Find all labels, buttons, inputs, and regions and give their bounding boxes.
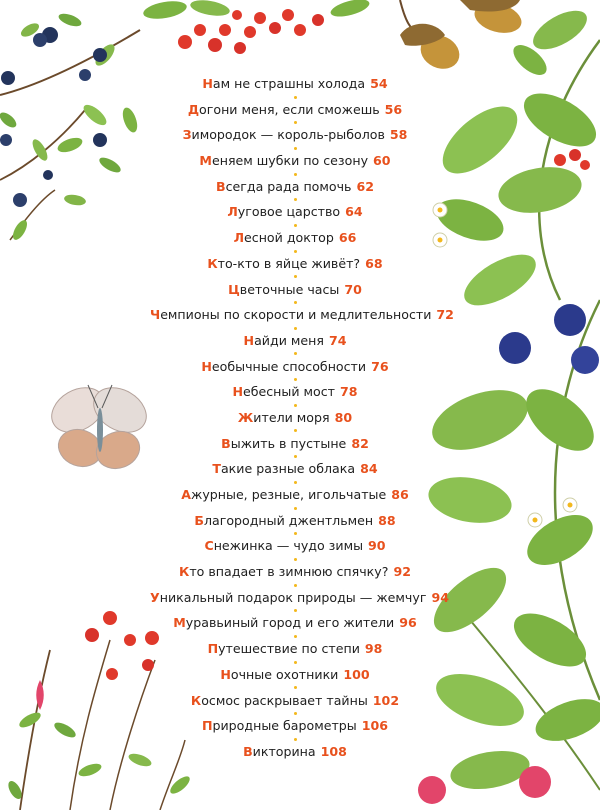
toc-entry[interactable] xyxy=(150,691,440,717)
toc-entry-page-number: 100 xyxy=(343,666,370,682)
toc-entry[interactable] xyxy=(150,562,440,588)
toc-entry[interactable] xyxy=(150,357,440,383)
toc-separator-dot xyxy=(294,507,297,510)
toc-entry-page-number: 86 xyxy=(391,487,409,502)
toc-entry-initial: Т xyxy=(212,461,221,477)
toc-entry-page-number: 96 xyxy=(399,615,417,631)
toc-entry[interactable] xyxy=(150,280,440,306)
toc-entry-title: ебесный мост xyxy=(242,384,336,400)
toc-entry-title: ыжить в пустыне xyxy=(230,435,347,451)
toc-entry-page-number: 106 xyxy=(361,718,389,734)
toc-entry-page-number: 56 xyxy=(384,101,403,117)
toc-entry[interactable] xyxy=(150,100,440,126)
table-of-contents xyxy=(150,74,454,768)
toc-entry[interactable] xyxy=(150,536,440,562)
toc-separator-dot xyxy=(294,584,297,587)
toc-entry-initial: С xyxy=(204,538,214,554)
toc-entry-page-number: 82 xyxy=(351,435,369,451)
toc-entry[interactable] xyxy=(150,125,440,151)
toc-entry-title: есной доктор xyxy=(244,230,334,246)
toc-separator-dot xyxy=(294,301,297,304)
toc-entry-title: уговое царство xyxy=(237,204,341,220)
butterfly-illustration xyxy=(44,379,154,475)
toc-entry-initial: Ц xyxy=(228,281,240,297)
toc-entry-initial: Н xyxy=(243,332,255,348)
toc-entry-initial: П xyxy=(201,718,213,734)
toc-separator-dot xyxy=(294,635,297,638)
toc-entry[interactable] xyxy=(150,742,440,768)
toc-entry-title: то-кто в яйце живёт? xyxy=(217,255,361,271)
toc-entry[interactable] xyxy=(150,613,440,639)
toc-separator-dot xyxy=(294,429,297,432)
toc-separator-dot xyxy=(294,558,297,561)
toc-entry-title: икторина xyxy=(252,743,316,759)
toc-entry-title: айди меня xyxy=(254,332,324,348)
toc-entry[interactable] xyxy=(150,382,440,408)
toc-entry-page-number: 78 xyxy=(340,384,358,400)
toc-separator-dot xyxy=(294,198,297,201)
toc-entry-page-number: 92 xyxy=(393,564,411,580)
toc-entry-initial: У xyxy=(150,589,160,605)
toc-entry[interactable] xyxy=(150,305,454,331)
toc-separator-dot xyxy=(294,352,297,355)
toc-entry[interactable] xyxy=(150,434,440,460)
toc-entry[interactable] xyxy=(150,202,440,228)
toc-separator-dot xyxy=(294,738,297,741)
toc-entry-page-number: 102 xyxy=(372,692,400,708)
toc-entry-initial: Ч xyxy=(150,307,161,323)
toc-entry-title: имородок — король-рыболов xyxy=(191,127,385,143)
toc-entry-title: журные, резные, игольчатые xyxy=(190,487,387,502)
toc-separator-dot xyxy=(294,173,297,176)
toc-entry-title: емпионы по скорости и медлительности xyxy=(160,307,432,323)
toc-entry[interactable] xyxy=(150,408,440,434)
toc-entry-title: никальный подарок природы — жемчуг xyxy=(159,589,427,605)
toc-entry-initial: К xyxy=(190,692,202,708)
toc-entry-initial: М xyxy=(173,615,186,631)
toc-separator-dot xyxy=(294,609,297,612)
toc-entry-initial: А xyxy=(181,487,191,502)
toc-separator-dot xyxy=(294,378,297,381)
toc-entry-title: ам не страшны холода xyxy=(212,76,366,91)
toc-separator-dot xyxy=(294,481,297,484)
toc-entry-page-number: 62 xyxy=(356,178,374,194)
toc-entry-title: риродные барометры xyxy=(212,718,357,734)
toc-separator-dot xyxy=(294,250,297,253)
toc-entry-title: ители моря xyxy=(253,409,330,425)
toc-entry-initial: Л xyxy=(233,230,245,246)
toc-entry-initial: Н xyxy=(202,76,213,91)
toc-entry-title: уравьиный город и его жители xyxy=(185,615,395,631)
acorn-illustration xyxy=(400,0,593,81)
toc-separator-dot xyxy=(294,147,297,150)
toc-entry[interactable] xyxy=(150,151,440,177)
toc-entry-title: утешествие по степи xyxy=(218,641,360,657)
right-berry-plants-illustration xyxy=(418,40,600,804)
toc-entry-initial: К xyxy=(207,255,218,271)
toc-separator-dot xyxy=(294,532,297,535)
toc-entry[interactable] xyxy=(150,588,449,614)
toc-entry-initial: Н xyxy=(232,384,243,400)
toc-entry[interactable] xyxy=(150,331,440,357)
toc-entry-page-number: 70 xyxy=(344,281,362,297)
toc-entry-page-number: 88 xyxy=(378,512,396,528)
toc-entry-page-number: 60 xyxy=(373,153,391,169)
toc-entry-page-number: 54 xyxy=(370,76,388,91)
toc-separator-dot xyxy=(294,96,297,99)
toc-entry-title: веточные часы xyxy=(239,281,340,297)
toc-entry-page-number: 80 xyxy=(334,409,353,425)
toc-entry-initial: Ж xyxy=(237,409,254,425)
toc-entry[interactable] xyxy=(150,639,440,665)
toc-entry-title: нежинка — чудо зимы xyxy=(213,538,364,554)
toc-entry[interactable] xyxy=(150,459,440,485)
toc-entry-title: то впадает в зимнюю спячку? xyxy=(189,564,389,580)
toc-entry[interactable] xyxy=(150,716,440,742)
toc-entry-title: акие разные облака xyxy=(220,461,356,477)
toc-entry-initial: Л xyxy=(227,204,238,220)
toc-separator-dot xyxy=(294,661,297,664)
toc-entry[interactable] xyxy=(150,254,440,280)
toc-separator-dot xyxy=(294,712,297,715)
toc-separator-dot xyxy=(294,327,297,330)
toc-entry-page-number: 68 xyxy=(365,255,383,271)
toc-entry-page-number: 84 xyxy=(360,461,378,477)
toc-entry-initial: К xyxy=(179,564,190,580)
toc-entry-title: еобычные способности xyxy=(211,358,367,374)
toc-entry-initial: Н xyxy=(201,358,212,374)
toc-entry-title: огони меня, если сможешь xyxy=(199,101,380,117)
toc-entry-initial: М xyxy=(199,153,212,169)
toc-entry[interactable] xyxy=(150,511,440,537)
toc-entry-initial: В xyxy=(243,743,253,759)
toc-entry-page-number: 90 xyxy=(368,538,386,554)
toc-entry[interactable] xyxy=(150,177,440,203)
toc-entry-title: лагородный джентльмен xyxy=(203,512,374,528)
rowan-berries-illustration xyxy=(142,0,371,54)
toc-entry-title: осмос раскрывает тайны xyxy=(201,692,368,708)
toc-entry-title: очные охотники xyxy=(230,666,339,682)
toc-entry[interactable] xyxy=(150,74,440,100)
toc-entry-initial: В xyxy=(215,178,226,194)
toc-entry-initial: Н xyxy=(220,666,231,682)
toc-separator-dot xyxy=(294,121,297,124)
toc-entry[interactable] xyxy=(150,665,440,691)
toc-entry-page-number: 76 xyxy=(371,358,389,374)
toc-separator-dot xyxy=(294,275,297,278)
toc-entry-initial: П xyxy=(207,641,219,657)
toc-separator-dot xyxy=(294,224,297,227)
toc-entry[interactable] xyxy=(150,485,440,511)
toc-entry-initial: В xyxy=(221,435,231,451)
toc-entry-initial: З xyxy=(182,127,192,143)
toc-separator-dot xyxy=(294,404,297,407)
toc-entry-page-number: 98 xyxy=(364,641,383,657)
toc-separator-dot xyxy=(294,686,297,689)
toc-entry-initial: Д xyxy=(187,101,200,117)
blueberry-branch-illustration xyxy=(0,11,140,242)
toc-entry-page-number: 94 xyxy=(431,589,449,605)
toc-entry-initial: Б xyxy=(194,512,204,528)
toc-entry[interactable] xyxy=(150,228,440,254)
toc-entry-title: еняем шубки по сезону xyxy=(211,153,369,169)
toc-entry-page-number: 64 xyxy=(345,204,363,220)
toc-entry-page-number: 72 xyxy=(436,307,454,323)
toc-entry-page-number: 108 xyxy=(320,743,347,759)
toc-separator-dot xyxy=(294,455,297,458)
toc-entry-page-number: 66 xyxy=(338,230,357,246)
toc-entry-title: сегда рада помочь xyxy=(225,178,352,194)
toc-entry-page-number: 58 xyxy=(389,127,408,143)
toc-entry-page-number: 74 xyxy=(328,332,347,348)
